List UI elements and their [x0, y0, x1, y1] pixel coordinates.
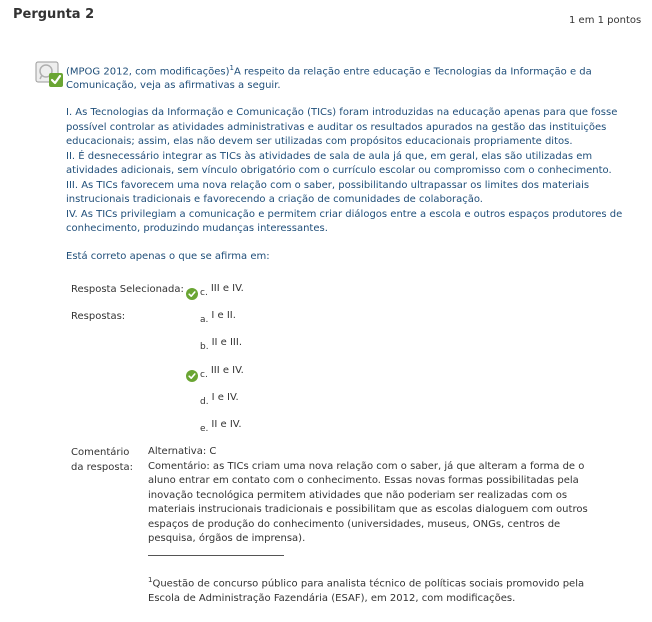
selected-answer-letter: c. [200, 288, 208, 298]
answer-letter: d. [200, 397, 209, 407]
answer-text: I e IV. [211, 392, 239, 403]
question-stem [66, 61, 606, 93]
answer-option-c [200, 365, 244, 380]
footnote-marker: 1 [148, 576, 153, 584]
feedback-comment: Comentário: as TICs criam uma nova relação com o saber, já que alteram a forma de o aluno entrar em contato com o conhecimento. Essas novas formas possibilitadas pela inovação tecnológica permitem atividades que não poderiam ser realizadas com os materiais instrucionais tradicionais e possibilitam que as escolas dialoguem com outros espaços de produção do conhecimento (universidades, museus, ONGs, centros de pesquisa, órgãos de imprensa). [148, 460, 588, 544]
footnote [148, 573, 618, 606]
feedback-label-line1: Comentário [71, 447, 130, 458]
question-title: Pergunta 2 [13, 7, 95, 22]
question-prompt: Está correto apenas o que se afirma em: [66, 251, 270, 262]
feedback-text [148, 445, 608, 547]
check-icon [186, 288, 198, 300]
statement-2: II. É desnecessário integrar as TICs às atividades de sala de aula já que, em geral, elas são utilizadas em atividades adicionais, sem vínculo obrigatório com o currículo escolar ou compromisso com o conhecimento. [66, 150, 612, 176]
selected-answer [200, 283, 244, 298]
feedback-alternative: Alternativa: C [148, 446, 217, 457]
answer-option-e [200, 419, 242, 434]
feedback-label-line2: da resposta: [71, 462, 134, 473]
statement-1: I. As Tecnologias da Informação e Comunicação (TICs) foram introduzidas na educação apenas para que fosse possível controlar as atividades administrativas e auditar os resultados apurados na gestão das instituições educacionais; assim, elas não devem ser utilizadas com propósitos educacionais propriamente ditos. [66, 107, 618, 147]
stem-footnote-ref: 1 [229, 64, 234, 72]
answer-text: III e IV. [210, 365, 244, 376]
answer-letter: a. [200, 315, 209, 325]
feedback-label [71, 445, 133, 475]
correct-answer-check-icon [186, 370, 198, 382]
question-correct-icon [35, 60, 65, 88]
answer-option-d [200, 392, 239, 407]
answer-text: II e IV. [211, 419, 242, 430]
question-points: 1 em 1 pontos [569, 15, 642, 26]
statement-4: IV. As TICs privilegiam a comunicação e permitem criar diálogos entre a escola e outros espaços produtores de conhecimento, produzindo mudanças interessantes. [66, 208, 623, 234]
answer-text: II e III. [211, 337, 243, 348]
stem-prefix: (MPOG 2012, com modificações) [66, 66, 230, 78]
footnote-text: Questão de concurso público para analista técnico de políticas sociais promovido pela Escola de Administração Fazendária (ESAF), em 2012, com modificações. [148, 578, 585, 604]
answers-label: Respostas: [71, 311, 126, 322]
statements-list [66, 106, 626, 237]
answer-letter: c. [200, 370, 208, 380]
answer-option-b [200, 337, 242, 352]
selected-answer-label: Resposta Selecionada: [71, 284, 184, 295]
answer-letter: b. [200, 342, 209, 352]
selected-answer-text: III e IV. [210, 283, 244, 294]
stem-text: A respeito da relação entre educação e Tecnologias da Informação e da Comunicação, veja as afirmativas a seguir. [66, 66, 592, 92]
answer-option-a [200, 310, 236, 325]
footnote-divider [148, 555, 284, 556]
statement-3: III. As TICs favorecem uma nova relação com o saber, possibilitando ultrapassar os limites dos materiais instrucionais tradicionais e favorecendo a criação de comunidades de colaboração. [66, 179, 590, 205]
answer-letter: e. [200, 424, 209, 434]
answer-text: I e II. [211, 310, 236, 321]
